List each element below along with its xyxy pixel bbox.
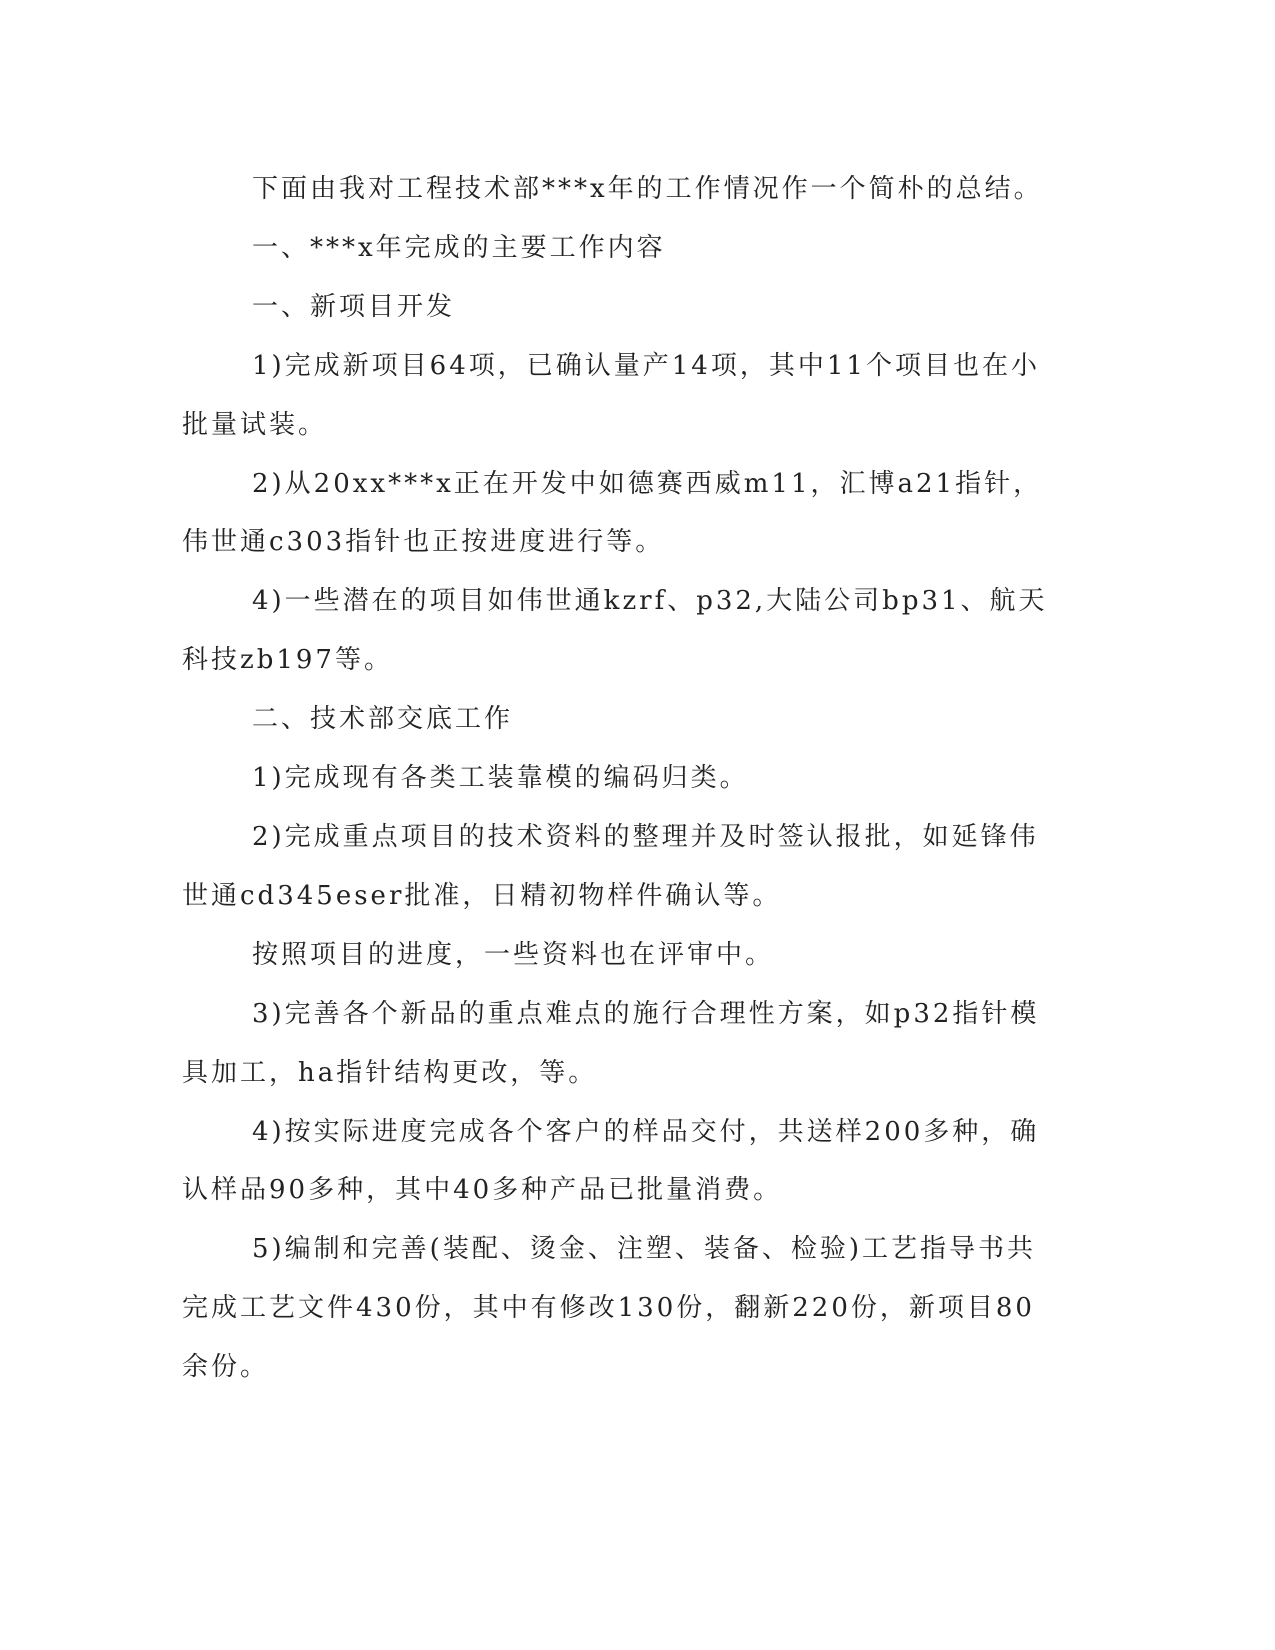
heading-section-main-work: 一、***x年完成的主要工作内容 xyxy=(252,232,666,263)
paragraph-documents-under-review: 按照项目的进度，一些资料也在评审中。 xyxy=(252,939,775,970)
paragraph-tooling-coding: 1)完成现有各类工装靠模的编码归类。 xyxy=(252,763,749,794)
heading-technical-handover: 二、技术部交底工作 xyxy=(252,704,514,735)
paragraph-process-documents: 5)编制和完善(装配、烫金、注塑、装备、检验)工艺指导书共完成工艺文件430份，其中有修改130份，翻新220份，新项目80余份。 xyxy=(182,1234,1036,1383)
paragraph-potential-projects: 4)一些潜在的项目如伟世通kzrf、p32,大陆公司bp31、航天科技zb197等。 xyxy=(182,586,1048,676)
document-body xyxy=(182,160,1062,1397)
paragraph-intro: 下面由我对工程技术部***x年的工作情况作一个简朴的总结。 xyxy=(252,174,1043,204)
heading-new-project-development: 一、新项目开发 xyxy=(252,291,456,322)
paragraph-projects-in-development: 2)从20xx***x正在开发中如德赛西威m11，汇博a21指针，伟世通c303指针也正按进度进行等。 xyxy=(182,468,1043,558)
paragraph-feasibility-plans: 3)完善各个新品的重点难点的施行合理性方案，如p32指针模具加工，ha指针结构更改，等。 xyxy=(182,998,1040,1088)
paragraph-technical-documents: 2)完成重点项目的技术资料的整理并及时签认报批，如延锋伟世通cd345eser批准，日精初物样件确认等。 xyxy=(182,821,1039,911)
paragraph-new-projects-completed: 1)完成新项目64项，已确认量产14项，其中11个项目也在小批量试装。 xyxy=(182,350,1040,440)
paragraph-sample-delivery: 4)按实际进度完成各个客户的样品交付，共送样200多种，确认样品90多种，其中40多种产品已批量消费。 xyxy=(182,1116,1040,1206)
